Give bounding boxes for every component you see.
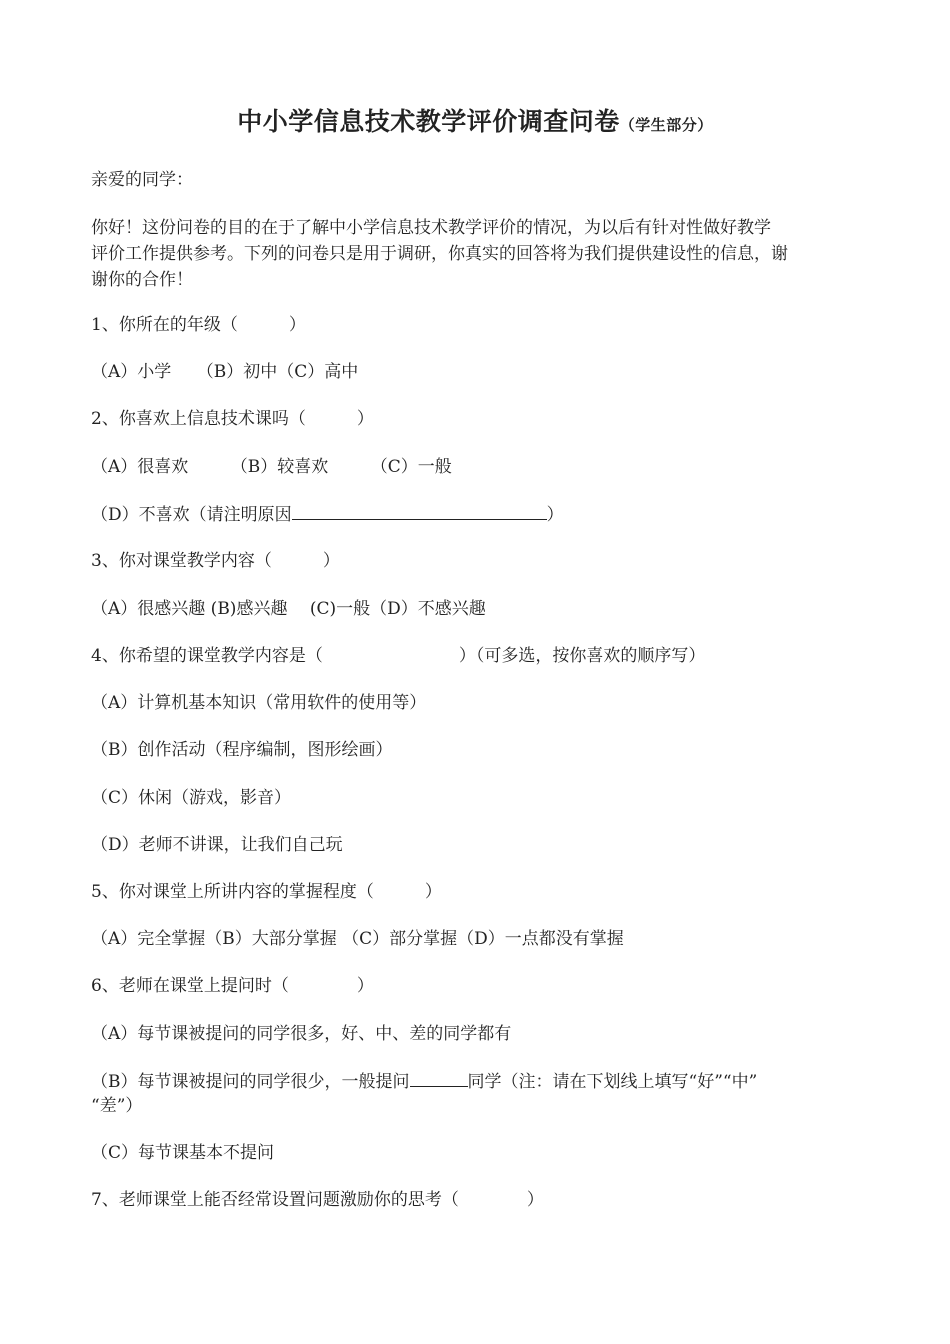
question-6-option-b xyxy=(91,1068,866,1096)
question-6-option-b-cont: “差”） xyxy=(91,1096,143,1116)
question-6-option-a: （A）每节课被提问的同学很多，好、中、差的同学都有 xyxy=(91,1024,512,1044)
question-2-option-d xyxy=(91,501,866,529)
question-4-option-c: （C）休闲（游戏，影音） xyxy=(91,788,292,808)
intro-line-3: 谢你的合作！ xyxy=(91,270,193,290)
question-4: 4、你希望的课堂教学内容是（ ）（可多选，按你喜欢的顺序写） xyxy=(91,646,706,666)
title-suffix: （学生部分） xyxy=(619,116,713,134)
option-d-suffix: ） xyxy=(546,505,564,525)
question-6: 6、老师在课堂上提问时（ ） xyxy=(91,976,374,996)
intro-line-2: 评价工作提供参考。下列的问卷只是用于调研，你真实的回答将为我们提供建设性的信息，谢 xyxy=(91,244,788,264)
question-1-options: （A）小学 （B）初中（C）高中 xyxy=(91,362,359,382)
question-7: 7、老师课堂上能否经常设置问题激励你的思考（ ） xyxy=(91,1190,544,1210)
question-4-option-a: （A）计算机基本知识（常用软件的使用等） xyxy=(91,693,427,713)
question-2: 2、你喜欢上信息技术课吗（ ） xyxy=(91,409,374,429)
question-1: 1、你所在的年级（ ） xyxy=(91,315,306,335)
question-5-options: （A）完全掌握（B）大部分掌握 （C）部分掌握（D）一点都没有掌握 xyxy=(91,929,624,949)
page-title xyxy=(0,102,950,145)
reason-blank[interactable] xyxy=(292,501,547,520)
title-main: 中小学信息技术教学评价调查问卷 xyxy=(237,107,620,136)
intro-line-1: 你好！这份问卷的目的在于了解中小学信息技术教学评价的情况，为以后有针对性做好教学 xyxy=(91,218,771,238)
option-d-prefix: （D）不喜欢（请注明原因 xyxy=(91,505,292,525)
question-4-option-d: （D）老师不讲课，让我们自己玩 xyxy=(91,835,343,855)
greeting: 亲爱的同学： xyxy=(91,170,193,190)
question-4-option-b: （B）创作活动（程序编制，图形绘画） xyxy=(91,740,393,760)
question-3-options: （A）很感兴趣 (B)感兴趣 (C)一般（D）不感兴趣 xyxy=(91,599,486,619)
question-6-option-c: （C）每节课基本不提问 xyxy=(91,1143,275,1163)
option-b-prefix: （B）每节课被提问的同学很少，一般提问 xyxy=(91,1072,410,1092)
question-3: 3、你对课堂教学内容（ ） xyxy=(91,551,340,571)
question-5: 5、你对课堂上所讲内容的掌握程度（ ） xyxy=(91,882,442,902)
question-2-options: （A）很喜欢 （B）较喜欢 （C）一般 xyxy=(91,457,452,477)
option-b-suffix: 同学（注：请在下划线上填写“好”“中” xyxy=(467,1072,758,1092)
level-blank[interactable] xyxy=(410,1068,468,1087)
